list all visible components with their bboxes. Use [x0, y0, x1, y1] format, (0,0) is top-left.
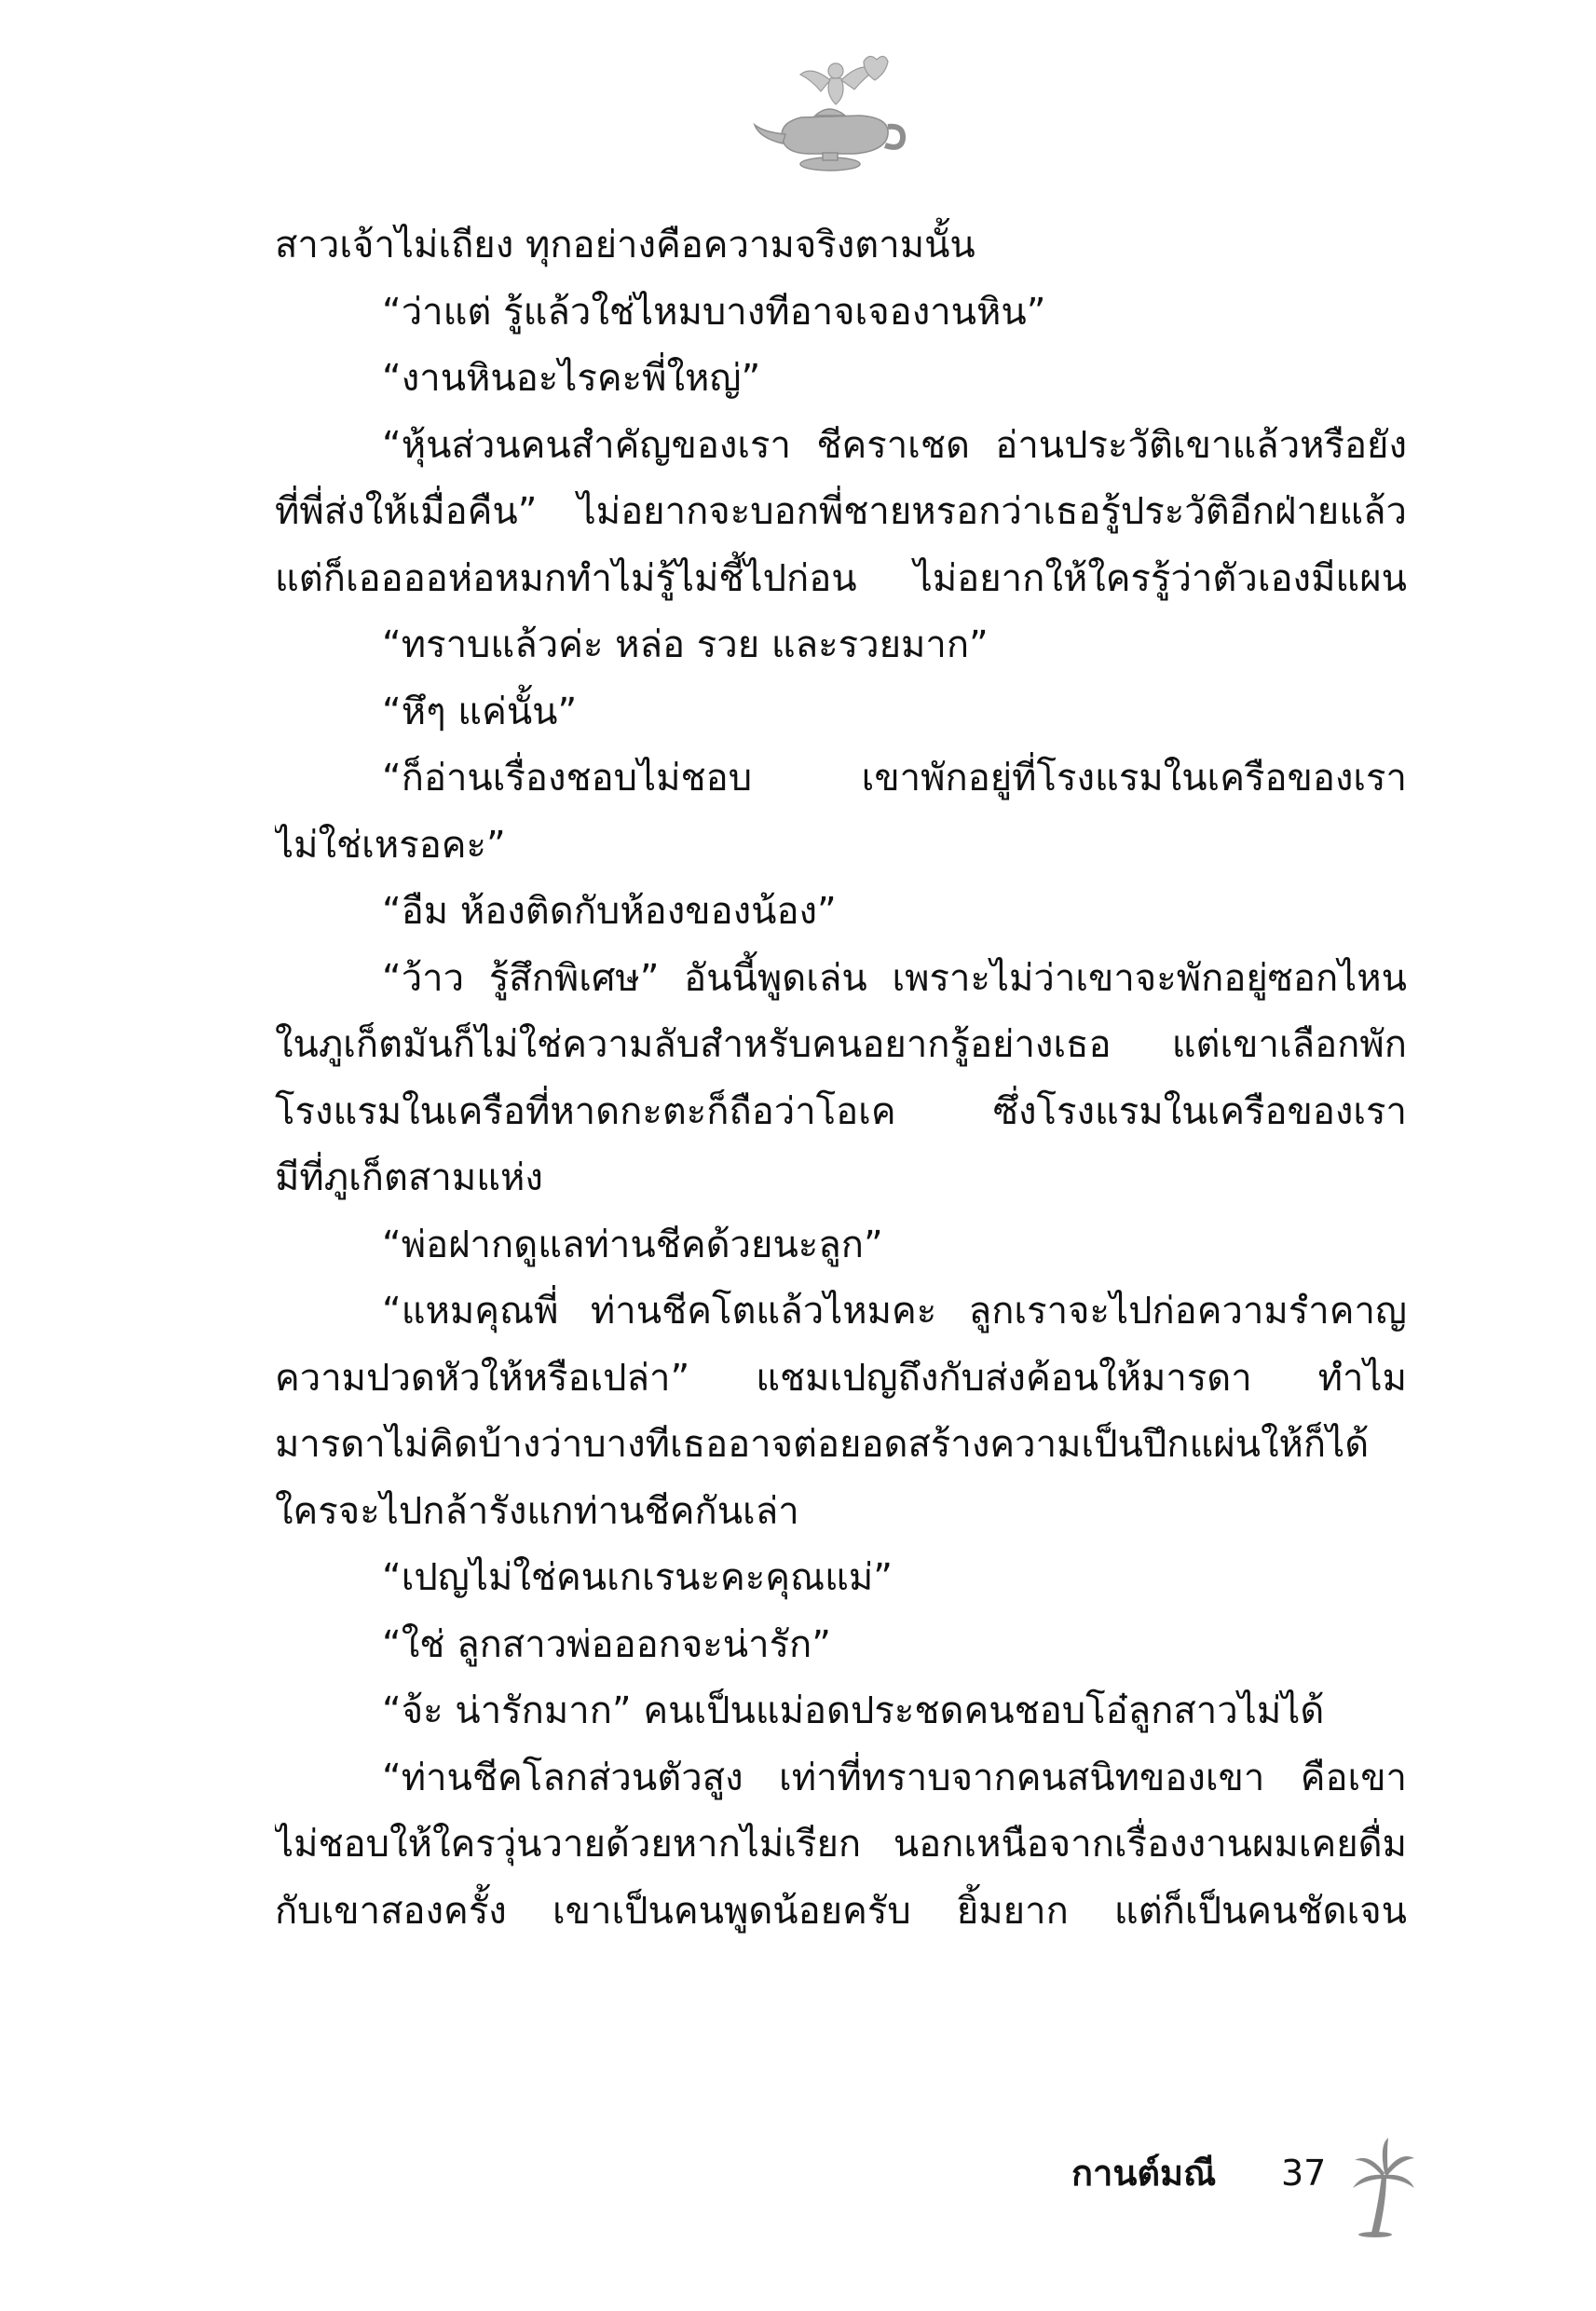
text-line: “จ้ะ น่ารักมาก” คนเป็นแม่อดประชดคนชอบโอ๋ลูกสาวไม่ได้: [382, 1689, 1325, 1732]
text-line: ไม่ชอบให้ใครวุ่นวายด้วยหากไม่เรียก นอกเหนือจากเรื่องงานผมเคยดื่ม: [275, 1823, 1407, 1866]
text-line: “ว่าแต่ รู้แล้วใช่ไหมบางทีอาจเจองานหิน”: [382, 290, 1046, 334]
text-line: ในภูเก็ตมันก็ไม่ใช่ความลับสำหรับคนอยากรู้อย่างเธอ แต่เขาเลือกพัก: [275, 1023, 1407, 1066]
text-line: “ว้าว รู้สึกพิเศษ” อันนี้พูดเล่น เพราะไม่ว่าเขาจะพักอยู่ซอกไหน: [382, 956, 1407, 1000]
text-line: ความปวดหัวให้หรือเปล่า” แชมเปญถึงกับส่งค้อนให้มารดา ทำไม: [275, 1356, 1407, 1400]
text-line: มีที่ภูเก็ตสามแห่ง: [275, 1156, 543, 1199]
text-line: “อืม ห้องติดกับห้องของน้อง”: [382, 890, 837, 933]
palm-tree-icon: [1351, 2136, 1416, 2238]
text-line: ใครจะไปกล้ารังแกท่านชีคกันเล่า: [275, 1489, 799, 1533]
text-line: มารดาไม่คิดบ้างว่าบางทีเธออาจต่อยอดสร้างความเป็นปึกแผ่นให้ก็ได้: [275, 1423, 1370, 1466]
text-line: “ทราบแล้วค่ะ หล่อ รวย และรวยมาก”: [382, 623, 989, 666]
text-line: “เปญไม่ใช่คนเกเรนะคะคุณแม่”: [382, 1556, 893, 1599]
text-line: ไม่ใช่เหรอคะ”: [275, 823, 506, 867]
text-line: “ก็อ่านเรื่องชอบไม่ชอบ เขาพักอยู่ที่โรงแรมในเครือของเรา: [382, 757, 1407, 800]
text-line: สาวเจ้าไม่เถียง ทุกอย่างคือความจริงตามนั้น: [275, 224, 975, 267]
book-title: กานต์มณี: [1071, 2153, 1217, 2194]
text-line: กับเขาสองครั้ง เขาเป็นคนพูดน้อยครับ ยิ้มยาก แต่ก็เป็นคนชัดเจน: [275, 1889, 1407, 1933]
text-body: [275, 212, 1407, 1945]
text-line: “หุ้นส่วนคนสำคัญของเรา ชีคราเชด อ่านประวัติเขาแล้วหรือยัง: [382, 423, 1407, 467]
text-line: ที่พี่ส่งให้เมื่อคืน” ไม่อยากจะบอกพี่ชายหรอกว่าเธอรู้ประวัติอีกฝ่ายแล้ว: [275, 490, 1407, 533]
text-line: “หึๆ แค่นั้น”: [382, 690, 578, 733]
text-line: “แหมคุณพี่ ท่านชีคโตแล้วไหมคะ ลูกเราจะไปก่อความรำคาญ: [382, 1290, 1407, 1333]
page-footer: [1071, 2136, 1444, 2248]
page-number: 37: [1281, 2153, 1327, 2194]
text-line: “งานหินอะไรคะพี่ใหญ่”: [382, 357, 761, 400]
text-line: “พ่อฝากดูแลท่านชีคด้วยนะลูก”: [382, 1223, 883, 1266]
text-line: “ใช่ ลูกสาวพ่อออกจะน่ารัก”: [382, 1622, 831, 1666]
text-line: “ท่านชีคโลกส่วนตัวสูง เท่าที่ทราบจากคนสนิทของเขา คือเขา: [382, 1756, 1407, 1799]
text-line: โรงแรมในเครือที่หาดกะตะก็ถือว่าโอเค ซึ่งโรงแรมในเครือของเรา: [275, 1089, 1407, 1133]
magic-lamp-cupid-icon: [750, 48, 908, 174]
text-line: แต่ก็เออออห่อหมกทำไม่รู้ไม่ชี้ไปก่อน ไม่อยากให้ใครรู้ว่าตัวเองมีแผน: [275, 556, 1407, 600]
